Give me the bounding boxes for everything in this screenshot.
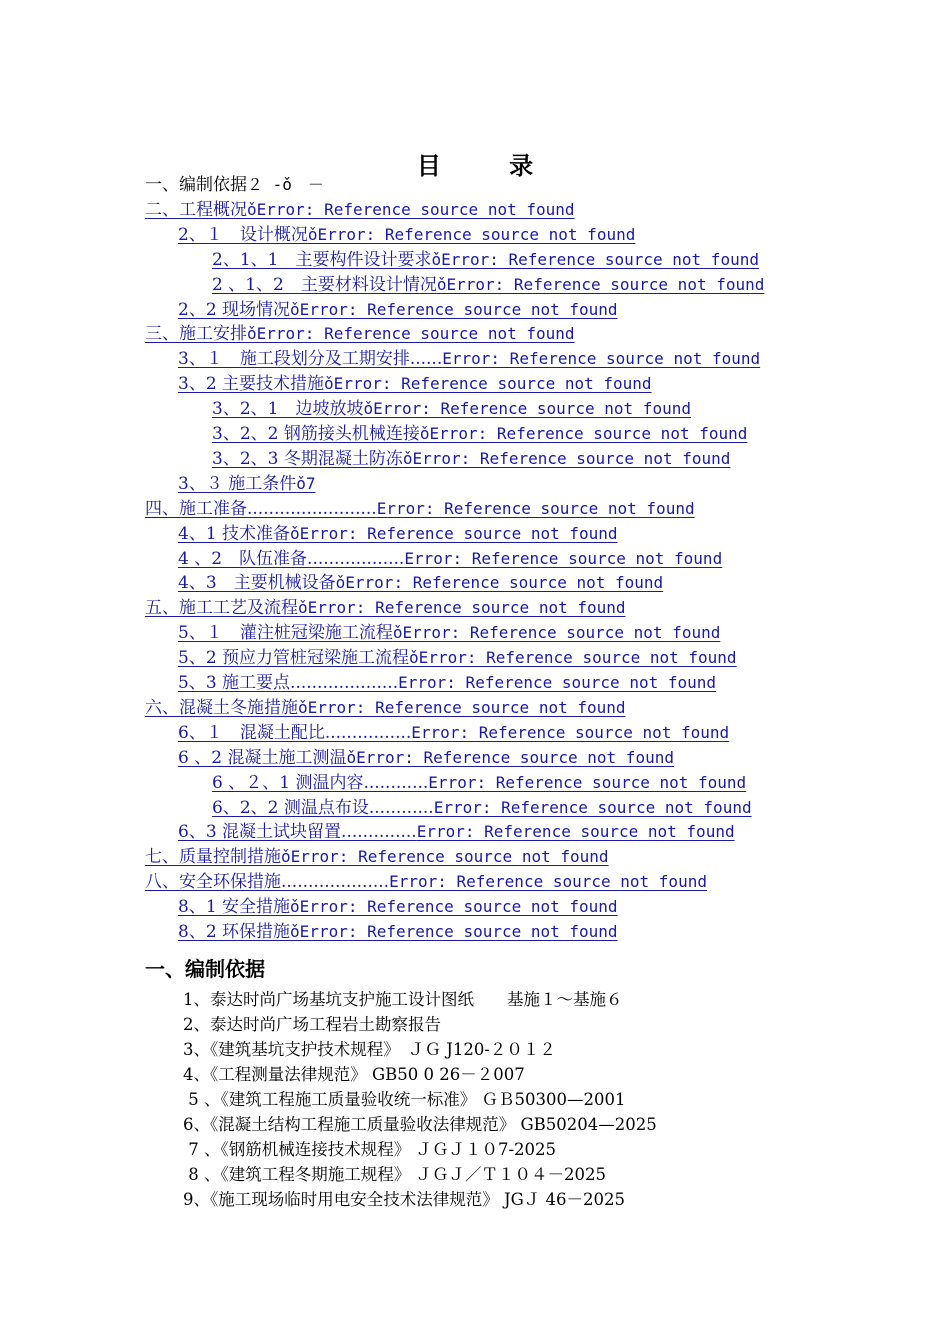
toc-entry-page: Error: Reference source not found bbox=[433, 797, 752, 817]
toc-entry-page: Error: Reference source not found bbox=[398, 673, 717, 692]
toc-entry-page: ǒError: Reference source not found bbox=[346, 747, 674, 767]
toc-entry-page: ǒError: Reference source not found bbox=[324, 374, 652, 394]
basis-item: 4、《工程测量法律规范》 GB50 0 26－２007 bbox=[183, 1065, 525, 1084]
toc-entry-page: ǒError: Reference source not found bbox=[363, 399, 691, 419]
basis-item: 5 、《建筑工程施工质量验收统一标准》 ＧＢ50300—2001 bbox=[183, 1090, 626, 1109]
toc-entry-page: ǒError: Reference source not found bbox=[436, 274, 765, 294]
toc-entry-label: 七、质量控制措施 bbox=[145, 847, 281, 868]
basis-item: 9、《施工现场临时用电安全技术法律规范》 JGＪ 46－2025 bbox=[183, 1190, 626, 1209]
toc-entry-page: ǒError: Reference source not found bbox=[402, 448, 731, 468]
toc-entry-page: Error: Reference source not found bbox=[376, 498, 695, 518]
toc-entry bbox=[145, 172, 324, 197]
toc-entry-label: 6、3 混凝土试块留置.............. bbox=[178, 822, 417, 843]
toc-entry-page: ǒError: Reference source not found bbox=[290, 897, 618, 917]
toc-entry-label: 5、１ 灌注桩冠梁施工流程 bbox=[178, 623, 393, 644]
toc-entry-label: 3、2 主要技术措施 bbox=[178, 374, 325, 395]
toc-entry[interactable] bbox=[178, 521, 618, 546]
toc-entry-page: ǒ7 bbox=[296, 473, 316, 493]
toc-entry[interactable] bbox=[178, 745, 674, 770]
toc-entry-label: 4 、2 队伍准备.................. bbox=[178, 548, 405, 569]
toc-entry-page: ǒError: Reference source not found bbox=[307, 224, 636, 244]
toc-entry-label: 4、1 技术准备 bbox=[178, 523, 291, 544]
toc-entry-page: ２ -ǒ － bbox=[247, 175, 324, 194]
toc-entry[interactable] bbox=[178, 346, 760, 371]
toc-entry-page: ǒError: Reference source not found bbox=[335, 573, 664, 593]
toc-entry[interactable] bbox=[145, 869, 707, 894]
page-title: 目 录 bbox=[416, 151, 564, 180]
toc-entry-page: Error: Reference source not found bbox=[389, 872, 707, 892]
toc-entry[interactable] bbox=[178, 670, 716, 695]
toc-entry[interactable] bbox=[212, 795, 752, 820]
toc-entry-page: Error: Reference source not found bbox=[411, 722, 730, 742]
toc-entry-label: 三、施工安排 bbox=[145, 324, 247, 345]
toc-entry-page: Error: Reference source not found bbox=[428, 772, 747, 792]
toc-entry[interactable] bbox=[145, 496, 695, 521]
toc-entry-page: Error: Reference source not found bbox=[416, 822, 735, 842]
toc-entry[interactable] bbox=[178, 546, 722, 571]
basis-item: 1、泰达时尚广场基坑支护施工设计图纸 基施１～基施６ bbox=[183, 990, 623, 1009]
toc-entry[interactable] bbox=[178, 720, 729, 745]
toc-entry-label: 4、3 主要机械设备 bbox=[178, 573, 336, 594]
toc-entry[interactable] bbox=[212, 396, 691, 421]
toc-entry-label: 五、施工工艺及流程 bbox=[145, 598, 298, 619]
toc-entry[interactable] bbox=[212, 770, 746, 795]
toc-entry-label: 3、2、1 边坡放坡 bbox=[212, 399, 364, 420]
toc-entry[interactable] bbox=[212, 421, 747, 446]
toc-entry-page: ǒError: Reference source not found bbox=[298, 598, 626, 618]
toc-entry-label: 5、3 施工要点.................... bbox=[178, 673, 399, 693]
toc-entry-label: 6 、２、1 测温内容............ bbox=[212, 772, 429, 793]
toc-entry-label: 2、1、1 主要构件设计要求 bbox=[212, 249, 432, 270]
toc-entry-page: ǒError: Reference source not found bbox=[290, 922, 618, 941]
toc-entry-label: 2、１ 设计概况 bbox=[178, 224, 308, 245]
toc-entry-page: Error: Reference source not found bbox=[404, 548, 723, 568]
toc-entry-label: 3、2、3 冬期混凝土防冻 bbox=[212, 448, 403, 469]
toc-entry-label: 6 、2 混凝土施工测温 bbox=[178, 747, 347, 768]
toc-entry-label: 6、2、2 测温点布设............ bbox=[212, 797, 434, 818]
toc-entry[interactable] bbox=[178, 819, 735, 844]
toc-entry[interactable] bbox=[145, 321, 575, 346]
toc-entry[interactable] bbox=[212, 247, 759, 272]
toc-entry-page: ǒError: Reference source not found bbox=[392, 623, 721, 643]
toc-entry-label: 六、混凝土冬施措施 bbox=[145, 697, 298, 718]
toc-entry-label: 2、2 现场情况 bbox=[178, 299, 291, 320]
toc-entry-label: 2 、1、2 主要材料设计情况 bbox=[212, 274, 437, 295]
section-heading: 一、编制依据 bbox=[145, 957, 265, 981]
basis-item: 2、泰达时尚广场工程岩土勘察报告 bbox=[183, 1015, 441, 1034]
basis-item: 8 、《建筑工程冬期施工规程》 ＪＧＪ／Ｔ１０４－2025 bbox=[183, 1165, 606, 1184]
toc-entry[interactable] bbox=[178, 919, 618, 944]
toc-entry[interactable] bbox=[178, 471, 316, 496]
toc-entry-page: ǒError: Reference source not found bbox=[290, 523, 618, 543]
toc-entry[interactable] bbox=[178, 894, 618, 919]
toc-entry-page: ǒError: Reference source not found bbox=[247, 199, 575, 219]
basis-item: 7 、《钢筋机械连接技术规程》 ＪＧＪ１０7-2025 bbox=[183, 1140, 557, 1159]
toc-entry[interactable] bbox=[212, 446, 730, 471]
toc-entry[interactable] bbox=[178, 297, 618, 322]
toc-entry[interactable] bbox=[178, 371, 652, 396]
toc-entry[interactable] bbox=[178, 620, 720, 645]
toc-entry-page: Error: Reference source not found bbox=[442, 349, 761, 369]
toc-entry-label: 8、2 环保措施 bbox=[178, 922, 291, 942]
toc-entry[interactable] bbox=[145, 695, 626, 720]
toc-entry[interactable] bbox=[178, 570, 663, 595]
toc-entry-label: 一、编制依据 bbox=[145, 175, 247, 195]
toc-entry-label: 6、１ 混凝土配比................ bbox=[178, 722, 412, 743]
toc-entry-label: 3、３ 施工条件 bbox=[178, 473, 297, 494]
toc-entry[interactable] bbox=[145, 197, 575, 222]
toc-entry-label: 8、1 安全措施 bbox=[178, 897, 291, 918]
toc-entry-label: 5、2 预应力管桩冠梁施工流程 bbox=[178, 648, 410, 669]
toc-entry-page: ǒError: Reference source not found bbox=[409, 648, 737, 668]
toc-entry-page: ǒError: Reference source not found bbox=[281, 847, 609, 867]
toc-entry[interactable] bbox=[145, 595, 626, 620]
toc-entry-page: ǒError: Reference source not found bbox=[419, 424, 748, 443]
toc-entry[interactable] bbox=[145, 844, 609, 869]
toc-entry[interactable] bbox=[212, 272, 764, 297]
toc-entry-label: 3、１ 施工段划分及工期安排...... bbox=[178, 349, 443, 370]
toc-entry-page: ǒError: Reference source not found bbox=[298, 697, 626, 717]
toc-entry[interactable] bbox=[178, 645, 737, 670]
basis-item: 3、《建筑基坑支护技术规程》 ＪＧ J120-２０１２ bbox=[183, 1040, 556, 1059]
toc-entry-page: ǒError: Reference source not found bbox=[247, 324, 575, 344]
toc-entry-page: ǒError: Reference source not found bbox=[431, 249, 759, 269]
basis-item: 6、《混凝土结构工程施工质量验收法律规范》 GB50204—2025 bbox=[183, 1115, 657, 1134]
toc-entry-label: 八、安全环保措施.................... bbox=[145, 872, 390, 893]
toc-entry-page: ǒError: Reference source not found bbox=[290, 299, 618, 319]
toc-entry-label: 四、施工准备........................ bbox=[145, 498, 377, 519]
toc-entry-label: 二、工程概况 bbox=[145, 199, 247, 220]
toc-entry-label: 3、2、2 钢筋接头机械连接 bbox=[212, 424, 420, 444]
toc-entry[interactable] bbox=[178, 222, 635, 247]
